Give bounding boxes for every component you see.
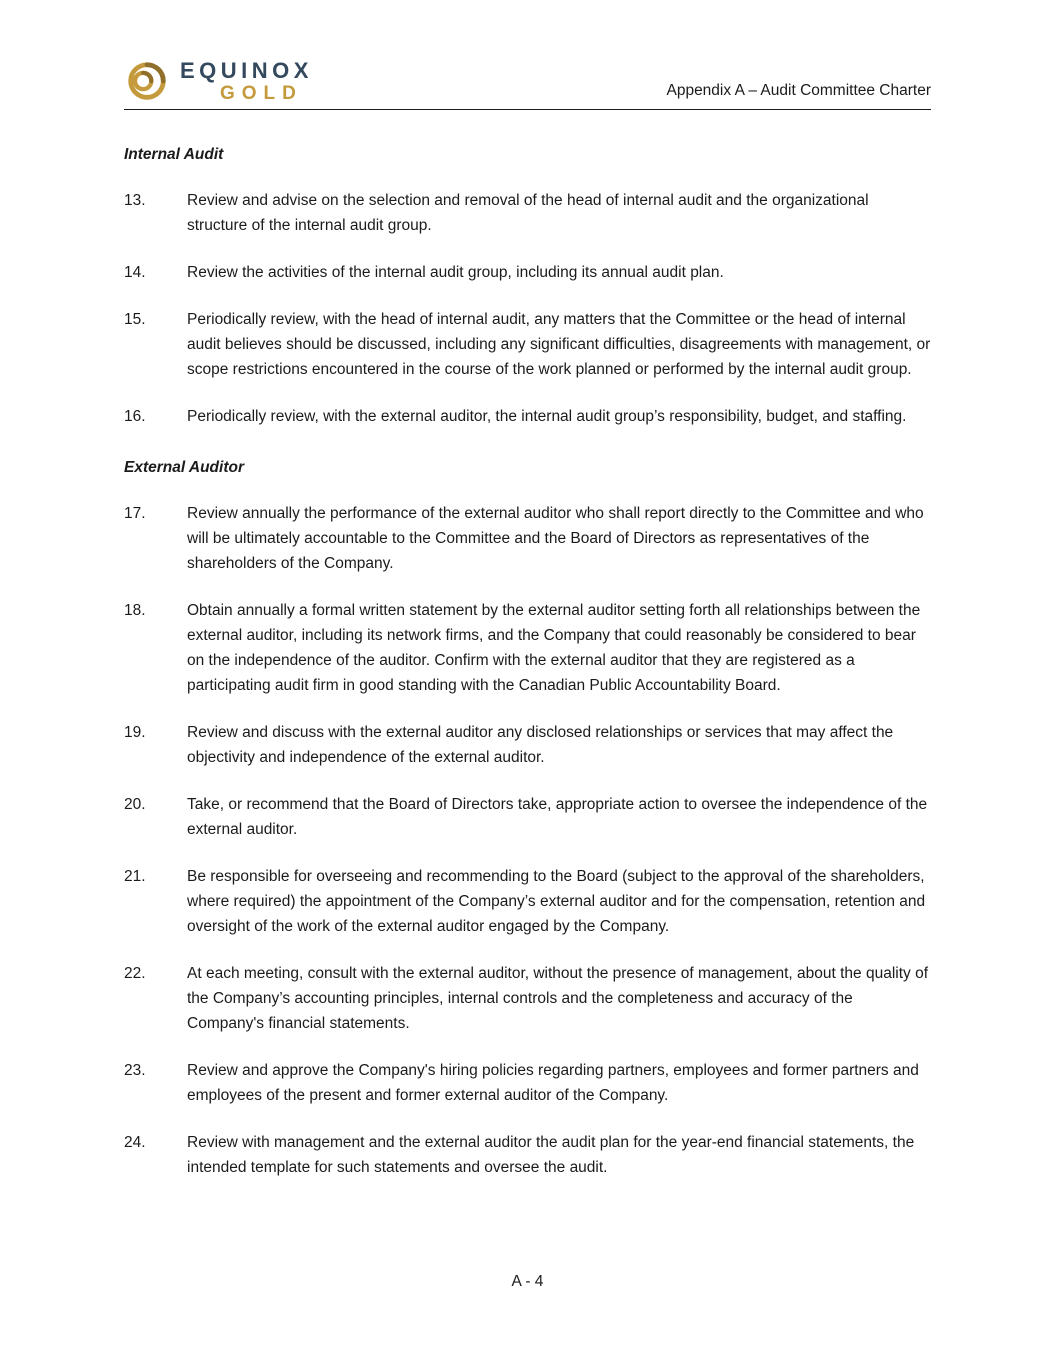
- section-heading: Internal Audit: [124, 146, 224, 163]
- item-number: 19.: [124, 724, 146, 741]
- page-footer: [0, 1273, 1055, 1291]
- numbered-item: [124, 404, 931, 429]
- item-text: At each meeting, consult with the external auditor, without the presence of management, about the quality of the Company’s accounting principles, internal controls and the completeness and accuracy of the Company's financial statements.: [187, 965, 929, 1032]
- header-divider: [124, 109, 931, 110]
- logo-text-equinox: EQUINOX: [180, 57, 313, 83]
- item-number: 23.: [124, 1062, 146, 1079]
- numbered-item: [124, 260, 931, 285]
- item-number: 21.: [124, 868, 146, 885]
- item-number: 17.: [124, 505, 146, 522]
- numbered-item: [124, 188, 931, 238]
- equinox-gold-logo: [124, 58, 313, 104]
- item-text: Take, or recommend that the Board of Directors take, appropriate action to oversee the independence of the external auditor.: [187, 796, 928, 838]
- header-title: Appendix A – Audit Committee Charter: [666, 82, 931, 99]
- item-number: 14.: [124, 264, 146, 281]
- item-number: 13.: [124, 192, 146, 209]
- item-text: Obtain annually a formal written statement by the external auditor setting forth all relationships between the external auditor, including its network firms, and the Company that could reasonably be considered to bear on the independence of the auditor. Confirm with the external auditor that they are registered as a participating audit firm in good standing with the Canadian Public Accountability Board.: [187, 602, 921, 694]
- item-number: 20.: [124, 796, 146, 813]
- item-number: 22.: [124, 965, 146, 982]
- document-body: [124, 146, 931, 1180]
- item-text: Review and approve the Company's hiring policies regarding partners, employees and former partners and employees of the present and former external auditor of the Company.: [187, 1062, 919, 1104]
- numbered-item: [124, 307, 931, 382]
- item-text: Review and advise on the selection and removal of the head of internal audit and the organizational structure of the internal audit group.: [187, 192, 869, 234]
- numbered-item: [124, 792, 931, 842]
- section-heading: External Auditor: [124, 459, 244, 476]
- item-text: Review annually the performance of the external auditor who shall report directly to the Committee and who will be ultimately accountable to the Committee and the Board of Directors as representatives of the shareholders of the Company.: [187, 505, 924, 572]
- item-text: Periodically review, with the head of internal audit, any matters that the Committee or the head of internal audit believes should be discussed, including any significant difficulties, disagreements with management, or scope restrictions encountered in the course of the work planned or performed by the internal audit group.: [187, 311, 931, 378]
- numbered-item: [124, 598, 931, 698]
- logo-text-gold: GOLD: [220, 82, 303, 104]
- item-text: Review and discuss with the external auditor any disclosed relationships or services that may affect the objectivity and independence of the external auditor.: [187, 724, 894, 766]
- numbered-item: [124, 501, 931, 576]
- item-number: 16.: [124, 408, 146, 425]
- item-text: Be responsible for overseeing and recommending to the Board (subject to the approval of the shareholders, where required) the appointment of the Company’s external auditor and for the compensation, retention and oversight of the work of the external auditor engaged by the Company.: [187, 868, 926, 935]
- logo-wordmark: [180, 57, 313, 104]
- page-header: [124, 58, 931, 104]
- numbered-item: [124, 1058, 931, 1108]
- item-number: 15.: [124, 311, 146, 328]
- item-number: 18.: [124, 602, 146, 619]
- item-text: Review the activities of the internal audit group, including its annual audit plan.: [187, 264, 724, 281]
- numbered-item: [124, 1130, 931, 1180]
- page-number: A - 4: [511, 1273, 544, 1290]
- numbered-item: [124, 720, 931, 770]
- numbered-item: [124, 864, 931, 939]
- numbered-item: [124, 961, 931, 1036]
- item-number: 24.: [124, 1134, 146, 1151]
- item-text: Review with management and the external auditor the audit plan for the year-end financial statements, the intended template for such statements and oversee the audit.: [187, 1134, 915, 1176]
- logo-knot-icon: [124, 58, 170, 104]
- item-text: Periodically review, with the external auditor, the internal audit group’s responsibility, budget, and staffing.: [187, 408, 907, 425]
